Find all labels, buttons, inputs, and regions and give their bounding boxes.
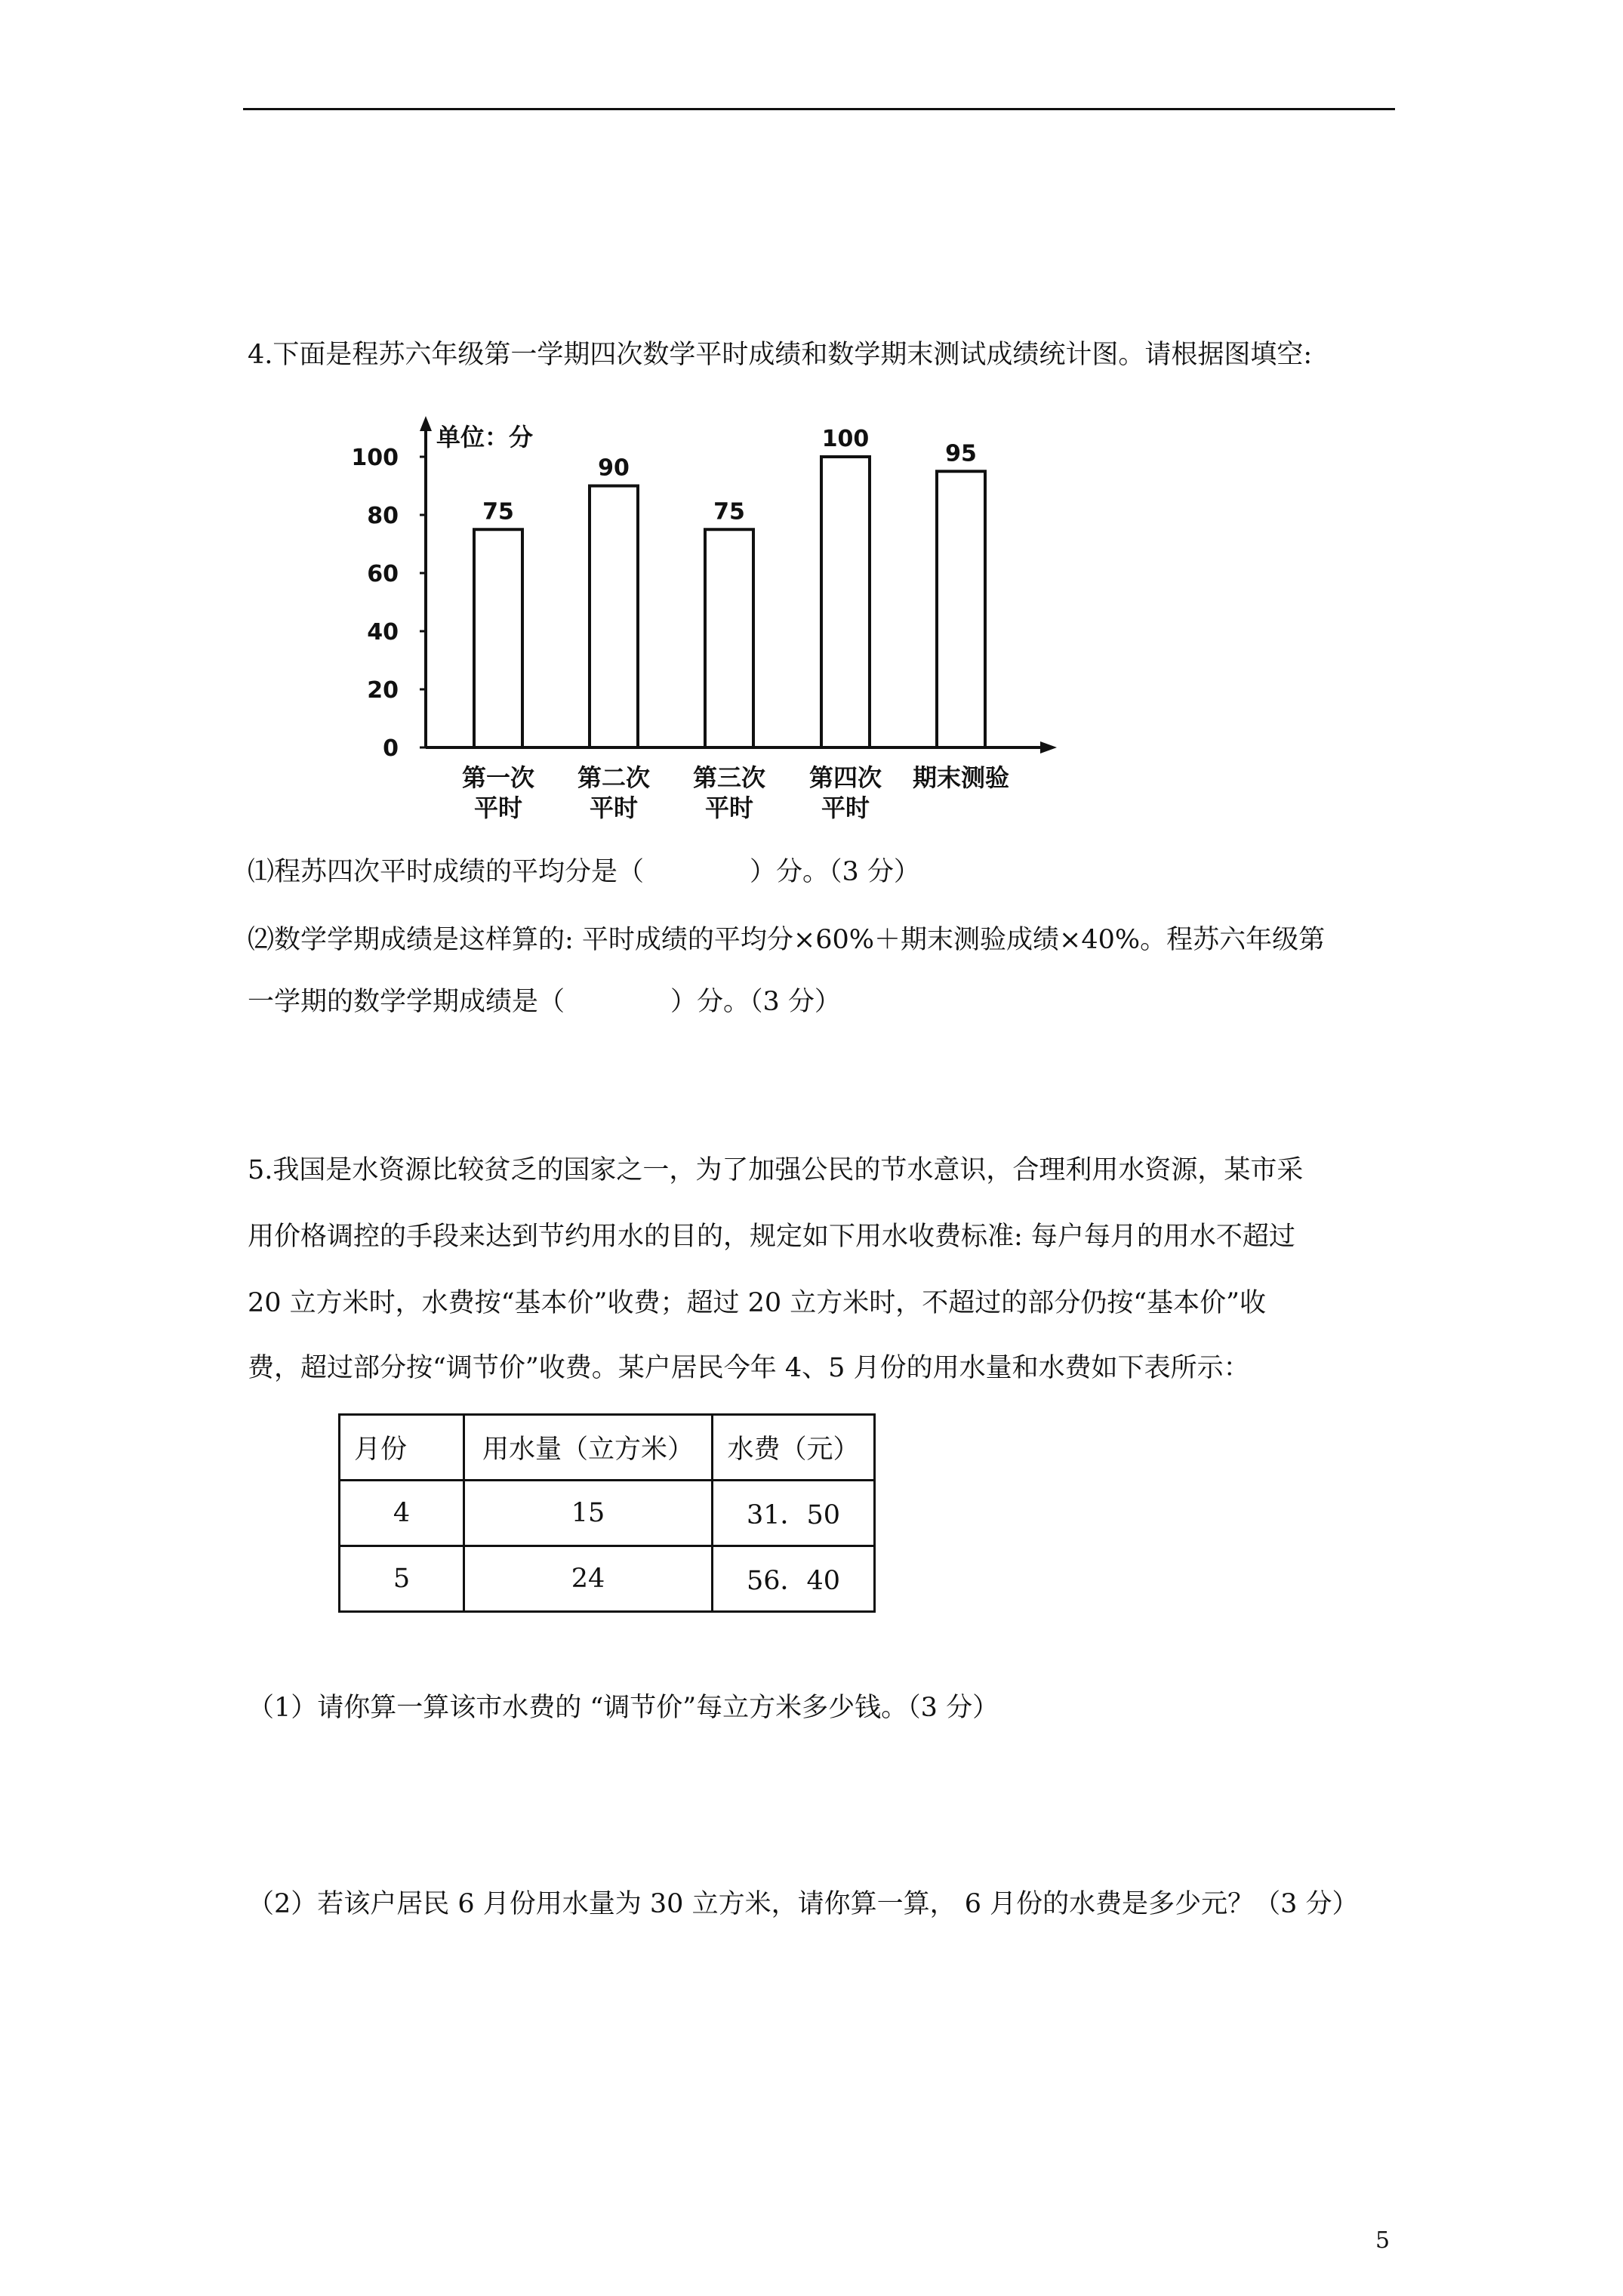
table-header-cell: 用水量（立方米） <box>464 1415 713 1481</box>
y-tick-label: 60 <box>367 561 399 587</box>
unit-label: 单位：分 <box>436 423 534 451</box>
table-cell: 5 <box>340 1546 464 1612</box>
data-label: 95 <box>945 440 977 467</box>
category-label: 平时 <box>589 794 639 822</box>
data-label: 100 <box>821 426 870 452</box>
table-header-cell: 月份 <box>340 1415 464 1481</box>
category-label: 第二次 <box>577 763 651 792</box>
y-tick-label: 100 <box>351 445 399 471</box>
page-number: 5 <box>1375 2227 1390 2254</box>
chart-marks <box>462 426 1009 822</box>
table-cell: 4 <box>340 1481 464 1546</box>
y-tick-label: 20 <box>367 677 399 704</box>
y-axis-arrow <box>420 416 432 431</box>
data-label: 90 <box>598 455 630 482</box>
category-label: 第四次 <box>808 763 882 792</box>
x-axis-arrow <box>1040 741 1057 754</box>
q4-sub1: ⑴程苏四次平时成绩的平均分是（ ）分。（3 分） <box>248 857 920 887</box>
y-tick-label: 0 <box>383 735 399 762</box>
table-cell: 56．40 <box>713 1546 875 1612</box>
bar <box>937 471 985 747</box>
table-header-cell: 水费（元） <box>713 1415 875 1481</box>
bar <box>705 529 753 747</box>
q4-intro: 4.下面是程苏六年级第一学期四次数学平时成绩和数学期末测试成绩统计图。请根据图填空: <box>248 340 1313 370</box>
data-label: 75 <box>713 498 745 525</box>
score-bar-chart <box>351 411 1087 842</box>
data-label: 75 <box>482 498 514 525</box>
q4-sub2-line1: ⑵数学学期成绩是这样算的: 平时成绩的平均分×60%＋期末测验成绩×40%。程苏六年级第 <box>248 925 1326 955</box>
bar <box>590 486 638 748</box>
q5-line1: 5.我国是水资源比较贫乏的国家之一，为了加强公民的节水意识，合理利用水资源，某市采 <box>248 1155 1304 1185</box>
q5-sub2: （2）若该户居民 6 月份用水量为 30 立方米，请你算一算， 6 月份的水费是多少元？（3 分） <box>248 1889 1359 1919</box>
q5-line2: 用价格调控的手段来达到节约用水的目的，规定如下用水收费标准: 每户每月的用水不超过 <box>248 1222 1295 1252</box>
bar <box>821 457 870 747</box>
q5-line4: 费，超过部分按“调节价”收费。某户居民今年 4、5 月份的用水量和水费如下表所示： <box>248 1353 1250 1383</box>
table-header-row <box>340 1415 875 1481</box>
y-tick-label: 40 <box>367 619 399 646</box>
category-label: 平时 <box>704 794 754 822</box>
q5-sub1: （1）请你算一算该市水费的 “调节价”每立方米多少钱。（3 分） <box>248 1693 999 1723</box>
header-rule <box>243 108 1395 110</box>
category-label: 第三次 <box>692 763 766 792</box>
category-label: 期末测验 <box>912 763 1010 792</box>
y-tick-label: 80 <box>367 503 399 529</box>
category-label: 第一次 <box>461 763 535 792</box>
table-row <box>340 1481 875 1546</box>
table-cell: 24 <box>464 1546 713 1612</box>
table-row <box>340 1546 875 1612</box>
category-label: 平时 <box>821 794 870 822</box>
water-fee-table <box>338 1413 876 1613</box>
q5-line3: 20 立方米时，水费按“基本价”收费；超过 20 立方米时，不超过的部分仍按“基本价”收 <box>248 1288 1267 1318</box>
category-label: 平时 <box>473 794 523 822</box>
table-cell: 15 <box>464 1481 713 1546</box>
table-cell: 31．50 <box>713 1481 875 1546</box>
q4-sub2-line2: 一学期的数学学期成绩是（ ）分。（3 分） <box>248 987 841 1017</box>
bar <box>474 529 522 747</box>
